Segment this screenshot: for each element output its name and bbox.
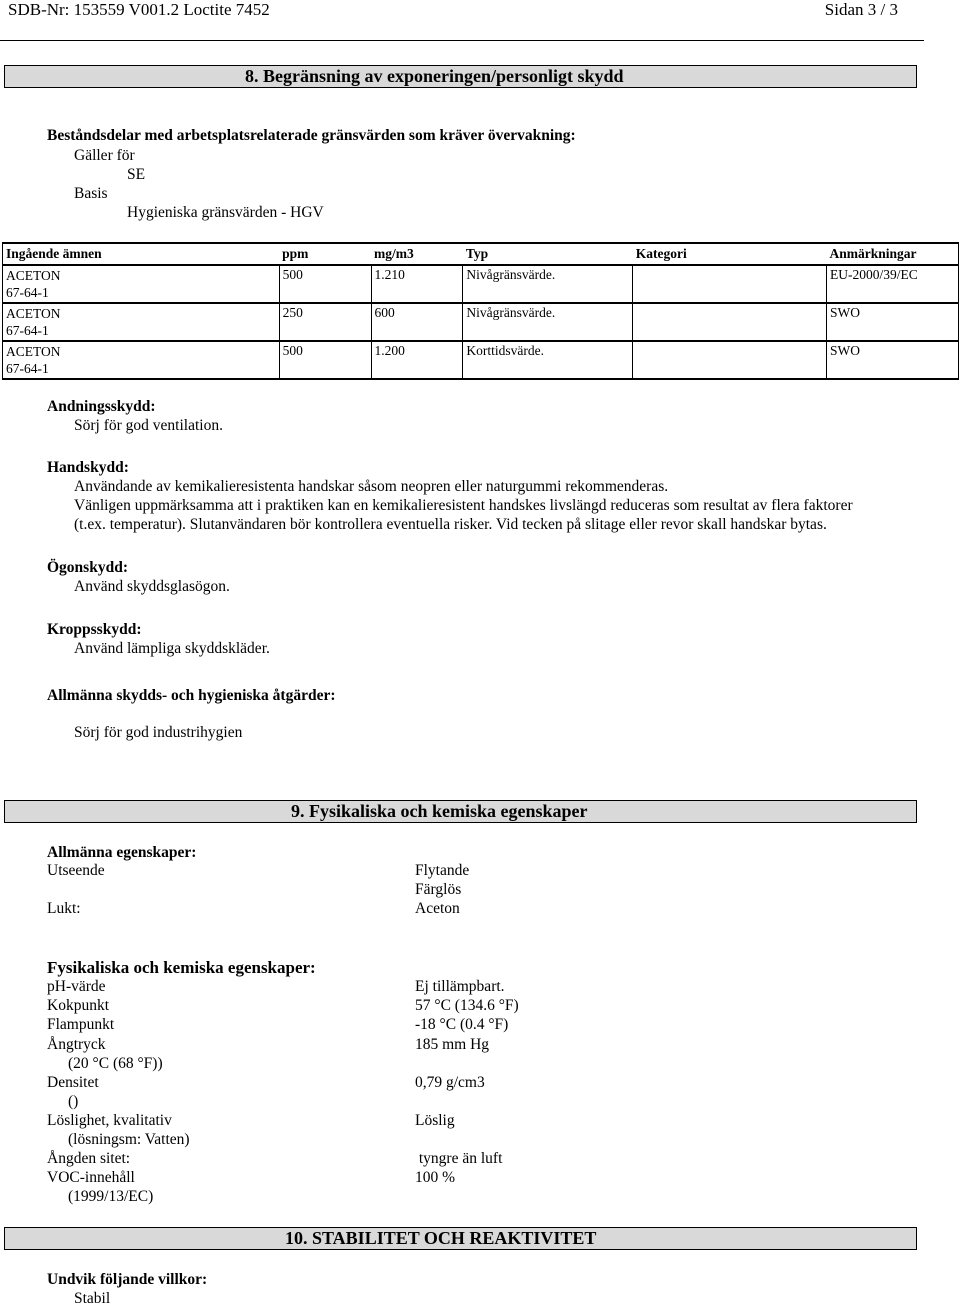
remarks-cell: SWO: [827, 303, 959, 341]
col-header-substance: Ingående ämnen: [3, 243, 280, 265]
substance-name: ACETON: [6, 268, 61, 283]
substance-name: ACETON: [6, 306, 61, 321]
exposure-limits-table: [2, 242, 959, 380]
ph-value: Ej tillämpbart.: [415, 978, 505, 995]
section-10-heading-bar: [4, 1227, 917, 1250]
flash-point-label: Flampunkt: [47, 1016, 115, 1033]
vapor-density-value: tyngre än luft: [415, 1150, 503, 1167]
col-header-remarks: Anmärkningar: [827, 243, 959, 265]
section-9-heading-bar: [4, 800, 917, 823]
density-condition: (): [68, 1093, 79, 1110]
table-row: [3, 303, 959, 341]
hand-text-3: (t.ex. temperatur). Slutanvändaren bör kontrollera eventuella risker. Vid tecken på slitage eller revor skall handskar bytas.: [74, 516, 827, 533]
category-cell: [633, 265, 827, 303]
hand-heading: Handskydd:: [47, 459, 129, 476]
category-cell: [633, 341, 827, 379]
substance-cell: [3, 303, 280, 341]
odor-value: Aceton: [415, 900, 460, 917]
density-label: Densitet: [47, 1074, 99, 1091]
page-header: [0, 0, 960, 22]
vapor-pressure-value: 185 mm Hg: [415, 1036, 490, 1053]
document-id: SDB-Nr: 153559 V001.2 Loctite 7452: [8, 0, 270, 19]
col-header-ppm: ppm: [279, 243, 371, 265]
physchem-heading: Fysikaliska och kemiska egenskaper:: [47, 958, 316, 977]
ppm-cell: 500: [279, 341, 371, 379]
ppm-cell: 250: [279, 303, 371, 341]
substance-cell: [3, 265, 280, 303]
section-10-title: 10. STABILITET OCH REAKTIVITET: [285, 1228, 597, 1248]
appearance-value-state: Flytande: [415, 862, 470, 879]
col-header-type: Typ: [463, 243, 633, 265]
section-8-heading-bar: [4, 65, 917, 88]
section-8-title: 8. Begränsning av exponeringen/personligt skydd: [245, 66, 624, 86]
table-row: [3, 341, 959, 379]
avoid-conditions-text: Stabil: [74, 1290, 111, 1307]
section-9-title: 9. Fysikaliska och kemiska egenskaper: [291, 801, 588, 821]
applies-label: Gäller för: [74, 147, 135, 164]
solubility-condition: (lösningsm: Vatten): [68, 1131, 190, 1148]
cas-number: 67-64-1: [6, 323, 49, 338]
substance-name: ACETON: [6, 344, 61, 359]
col-header-category: Kategori: [633, 243, 827, 265]
table-header-row: [3, 243, 959, 265]
basis-label: Basis: [74, 185, 108, 202]
remarks-cell: EU-2000/39/EC: [827, 265, 959, 303]
hand-text-1: Användande av kemikalieresistenta handskar såsom neopren eller naturgummi rekommenderas.: [74, 478, 669, 495]
mgm3-cell: 600: [371, 303, 463, 341]
respiratory-heading: Andningsskydd:: [47, 398, 156, 415]
page-number: Sidan 3 / 3: [824, 0, 898, 19]
remarks-cell: SWO: [827, 341, 959, 379]
ph-label: pH-värde: [47, 978, 106, 995]
ppm-cell: 500: [279, 265, 371, 303]
table-row: [3, 265, 959, 303]
category-cell: [633, 303, 827, 341]
cas-number: 67-64-1: [6, 285, 49, 300]
odor-label: Lukt:: [47, 900, 81, 917]
general-hygiene-text: Sörj för god industrihygien: [74, 724, 243, 741]
basis-value: Hygieniska gränsvärden - HGV: [127, 204, 324, 221]
flash-point-value: -18 °C (0.4 °F): [415, 1016, 509, 1033]
solubility-label: Löslighet, kvalitativ: [47, 1112, 172, 1129]
cas-number: 67-64-1: [6, 361, 49, 376]
vapor-pressure-label: Ångtryck: [47, 1036, 106, 1053]
voc-label: VOC-innehåll: [47, 1169, 135, 1186]
type-cell: Nivågränsvärde.: [463, 265, 633, 303]
header-divider: [0, 40, 924, 41]
body-protection-text: Använd lämpliga skyddskläder.: [74, 640, 270, 657]
general-hygiene-heading: Allmänna skydds- och hygieniska åtgärder:: [47, 687, 336, 704]
appearance-label: Utseende: [47, 862, 105, 879]
applies-value: SE: [127, 166, 146, 183]
hand-text-2: Vänligen uppmärksamma att i praktiken kan en kemikalieresistent handskes livslängd reduceras som resultat av flera faktorer: [74, 497, 853, 514]
substance-cell: [3, 341, 280, 379]
avoid-conditions-heading: Undvik följande villkor:: [47, 1271, 208, 1288]
appearance-value-color: Färglös: [415, 881, 462, 898]
boiling-point-label: Kokpunkt: [47, 997, 109, 1014]
boiling-point-value: 57 °C (134.6 °F): [415, 997, 519, 1014]
exposure-limits-heading: Beståndsdelar med arbetsplatsrelaterade gränsvärden som kräver övervakning:: [47, 127, 576, 144]
voc-value: 100 %: [415, 1169, 456, 1186]
col-header-mgm3: mg/m3: [371, 243, 463, 265]
density-value: 0,79 g/cm3: [415, 1074, 485, 1091]
body-protection-heading: Kroppsskydd:: [47, 621, 142, 638]
vapor-density-label: Ångden sitet:: [47, 1150, 131, 1167]
solubility-value: Löslig: [415, 1112, 455, 1129]
mgm3-cell: 1.200: [371, 341, 463, 379]
mgm3-cell: 1.210: [371, 265, 463, 303]
type-cell: Korttidsvärde.: [463, 341, 633, 379]
eye-text: Använd skyddsglasögon.: [74, 578, 230, 595]
general-properties-heading: Allmänna egenskaper:: [47, 844, 197, 861]
vapor-pressure-condition: (20 °C (68 °F)): [68, 1055, 163, 1072]
type-cell: Nivågränsvärde.: [463, 303, 633, 341]
respiratory-text: Sörj för god ventilation.: [74, 417, 223, 434]
eye-heading: Ögonskydd:: [47, 559, 128, 576]
voc-condition: (1999/13/EC): [68, 1188, 154, 1205]
